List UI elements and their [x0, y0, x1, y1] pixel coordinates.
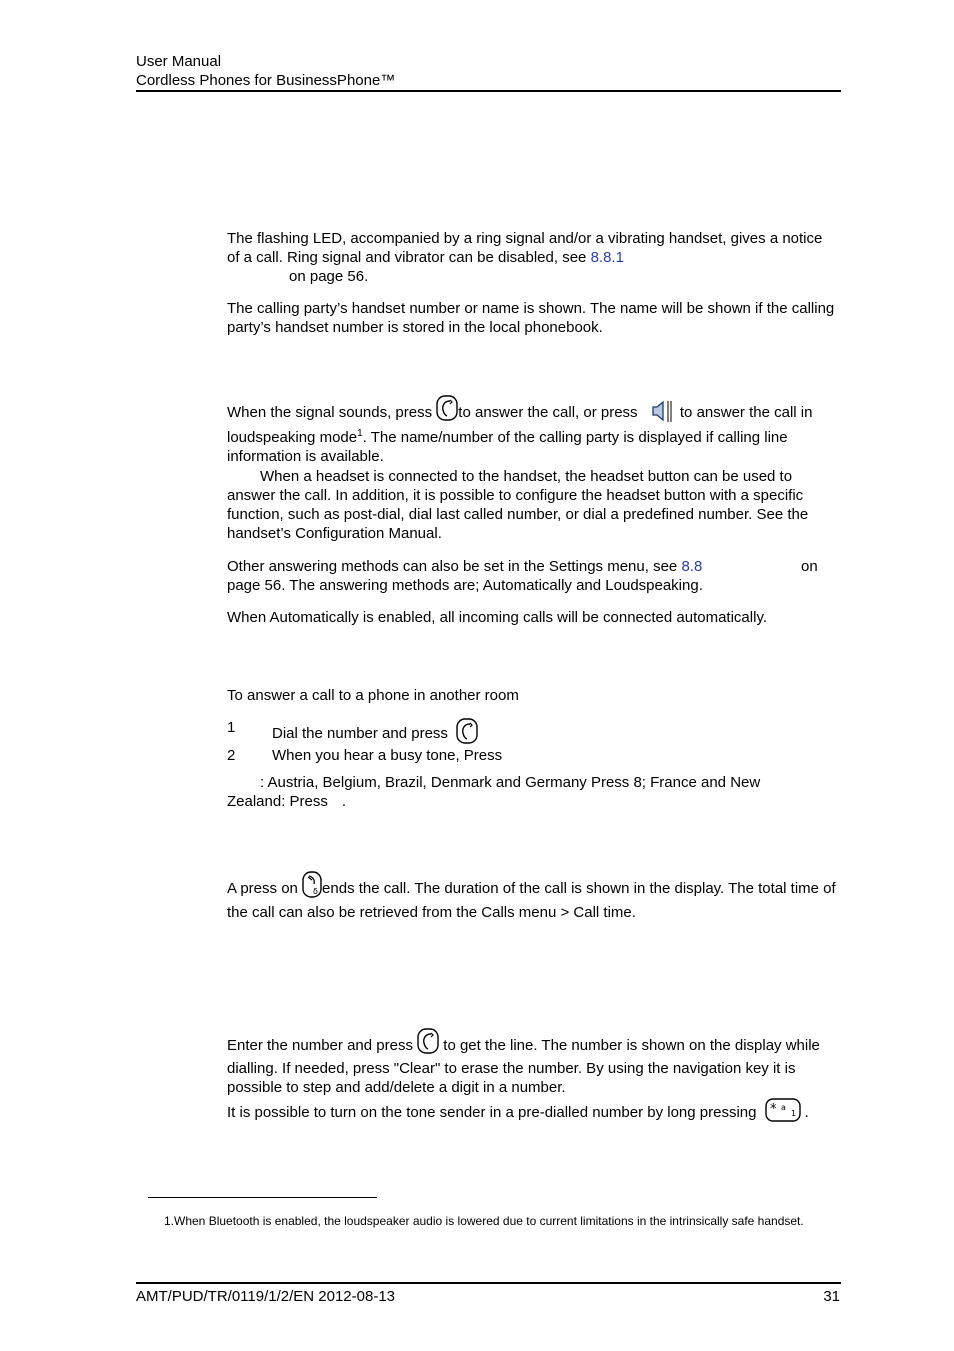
- step-1-text: Dial the number and press: [272, 718, 478, 749]
- para-automatic: When Automatically is enabled, all incoming calls will be connected automatically.: [227, 609, 767, 626]
- footnote-rule: [148, 1197, 377, 1198]
- link-8-8[interactable]: 8.8: [681, 558, 703, 575]
- para-headset: When a headset is connected to the handset, the headset button can be used to answer the call. In addition, it is possible to configure the headset button with a specific function, such as post-dial, dial last called number, or dial a predefined number. See the handset’s Configuration Manual.: [227, 468, 809, 542]
- loudspeaker-key-icon: [650, 399, 672, 428]
- step-2-number: 2: [227, 747, 236, 764]
- footer-doc-id: AMT/PUD/TR/0119/1/2/EN 2012-08-13: [136, 1288, 396, 1305]
- step-2-text: When you hear a busy tone, Press: [272, 747, 503, 764]
- para-calling-party: The calling party’s handset number or name is shown. The name will be shown if the calling party’s handset number is stored in the local phonebook.: [227, 300, 835, 336]
- footnote-text: 1.When Bluetooth is enabled, the loudspeaker audio is lowered due to current limitations in the intrinsically safe handset.: [164, 1214, 804, 1228]
- star-key-icon: [765, 1098, 801, 1127]
- link-8-8-1[interactable]: 8.8.1: [590, 249, 624, 266]
- header-title: User Manual: [136, 53, 222, 70]
- para-incoming-notice: The flashing LED, accompanied by a ring signal and/or a vibrating handset, gives a notice of a call. Ring signal and vibrator can be disabled, see 8.8.1 on page 56.: [227, 230, 823, 285]
- note-countries: : Austria, Belgium, Brazil, Denmark and Germany Press 8; France and New Zealand: Press .: [227, 774, 761, 810]
- svg-text:a: a: [780, 1103, 786, 1112]
- call-key-icon: [436, 395, 458, 426]
- footer-rule: [136, 1282, 841, 1284]
- para-tone-sender: It is possible to turn on the tone sender in a pre-dialled number by long pressing * a 1 .: [227, 1098, 839, 1127]
- svg-text:*: *: [769, 1102, 777, 1117]
- call-key-icon: [417, 1028, 439, 1059]
- para-predial: Enter the number and press to get the line. The number is shown on the display while dialling. If needed, press "Clear" to erase the number. By using the navigation key it is possible to step and add/delete a digit in a number.: [227, 1028, 839, 1097]
- call-key-icon: [456, 718, 478, 749]
- para-answer: When the signal sounds, press to answer the call, or press to answer the call in loudspeaking mode$^1$. The name/number of the calling party is displayed if calling line information is available.: [227, 395, 839, 466]
- footnote-ref[interactable]: 1: [357, 428, 363, 439]
- svg-text:δ: δ: [313, 887, 318, 896]
- para-other-methods: Other answering methods can also be set in the Settings menu, see 8.8 on page 56. The answering methods are; Automatically and Loudspeaking.: [227, 558, 818, 594]
- header-subtitle: Cordless Phones for BusinessPhone™: [136, 72, 396, 89]
- svg-text:1: 1: [790, 1109, 796, 1118]
- step-1-number: 1: [227, 719, 236, 736]
- para-end-call: A press on δ ends the call. The duration of the call is shown in the display. The total time of the call can also be retrieved from the Calls menu > Call time.: [227, 871, 839, 922]
- end-call-key-icon: [302, 871, 322, 903]
- para-other-room: To answer a call to a phone in another room: [227, 687, 519, 704]
- page-number: 31: [823, 1288, 840, 1305]
- header-rule: [136, 90, 841, 92]
